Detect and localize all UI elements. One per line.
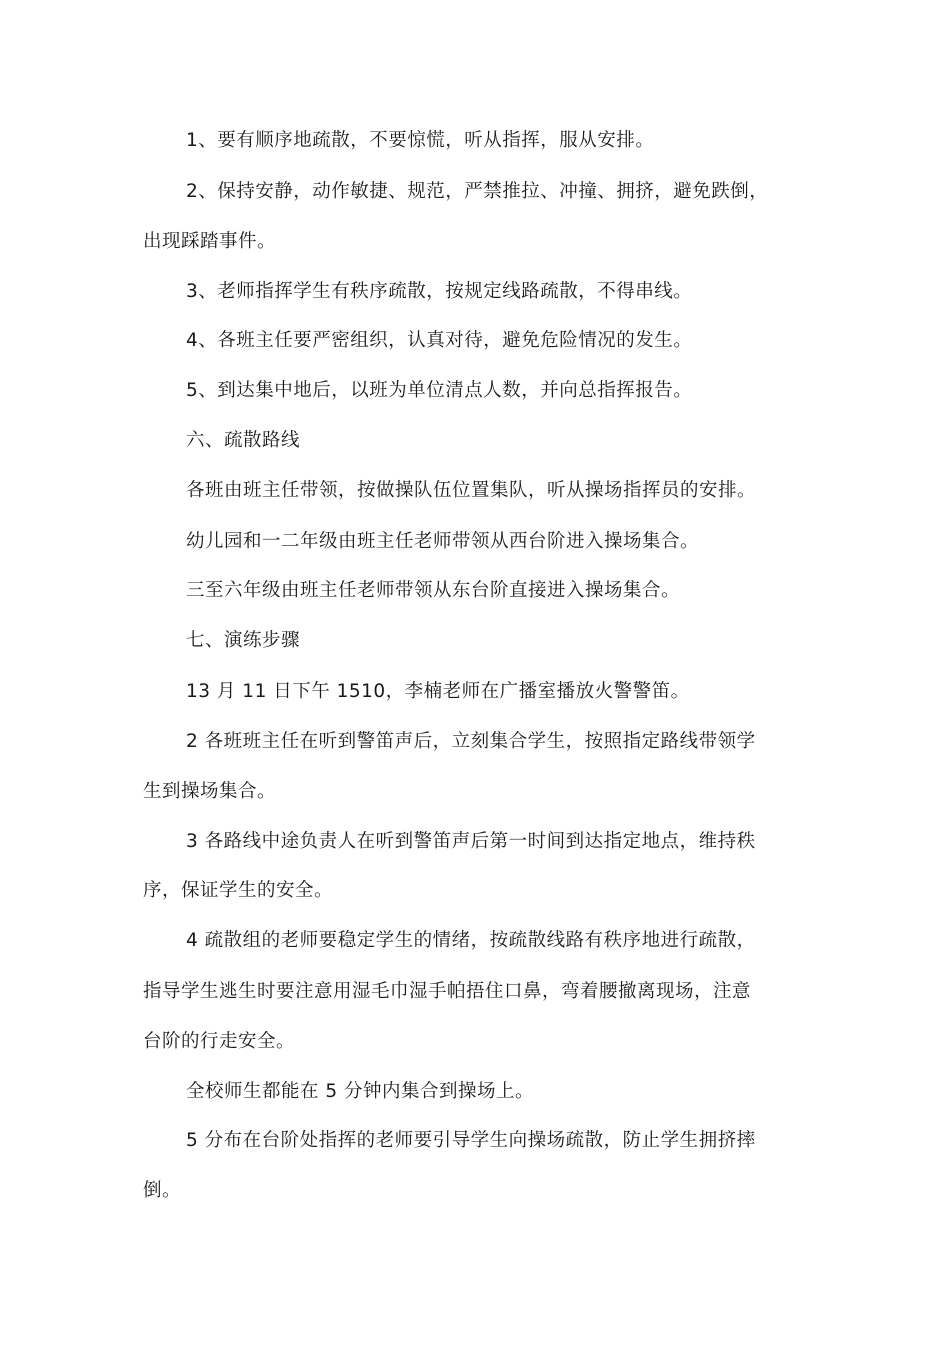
route-paragraph-3: 三至六年级由班主任老师带领从东台阶直接进入操场集合。 — [186, 580, 681, 601]
rule-4-line: 4、各班主任要严密组织，认真对待，避免危险情况的发生。 — [186, 330, 693, 351]
route-paragraph-1: 各班由班主任带领，按做操队伍位置集队，听从操场指挥员的安排。 — [186, 480, 757, 501]
assembly-note: 全校师生都能在 5 分钟内集合到操场上。 — [186, 1081, 535, 1102]
route-paragraph-2: 幼儿园和一二年级由班主任老师带领从西台阶进入操场集合。 — [186, 531, 700, 552]
rule-1-line: 1、要有顺序地疏散，不要惊慌，听从指挥，服从安排。 — [186, 130, 655, 151]
rule-2-line: 2、保持安静，动作敏捷、规范，严禁推拉、冲撞、拥挤，避免跌倒， — [186, 181, 769, 202]
step-5-line: 5 分布在台阶处指挥的老师要引导学生向操场疏散，防止学生拥挤摔 — [186, 1130, 756, 1151]
step-4-continuation-1: 指导学生逃生时要注意用湿毛巾湿手帕捂住口鼻，弯着腰撤离现场，注意 — [143, 981, 752, 1002]
step-5-continuation: 倒。 — [143, 1180, 182, 1201]
rule-3-line: 3、老师指挥学生有秩序疏散，按规定线路疏散，不得串线。 — [186, 281, 693, 302]
step-2-line: 2 各班班主任在听到警笛声后，立刻集合学生，按照指定路线带领学 — [186, 731, 756, 752]
step-2-continuation: 生到操场集合。 — [143, 781, 277, 802]
step-3-line: 3 各路线中途负责人在听到警笛声后第一时间到达指定地点，维持秩 — [186, 831, 756, 852]
step-4-line: 4 疏散组的老师要稳定学生的情绪，按疏散线路有秩序地进行疏散， — [186, 930, 756, 951]
rule-5-line: 5、到达集中地后，以班为单位清点人数，并向总指挥报告。 — [186, 380, 693, 401]
step-3-continuation: 序，保证学生的安全。 — [143, 880, 334, 901]
step-1-line: 13 月 11 日下午 1510，李楠老师在广播室播放火警警笛。 — [186, 681, 690, 702]
step-4-continuation-2: 台阶的行走安全。 — [143, 1031, 296, 1052]
rule-2-continuation: 出现踩踏事件。 — [143, 231, 277, 252]
section-heading-evacuation-route: 六、疏散路线 — [186, 430, 301, 451]
section-heading-drill-steps: 七、演练步骤 — [186, 630, 301, 651]
